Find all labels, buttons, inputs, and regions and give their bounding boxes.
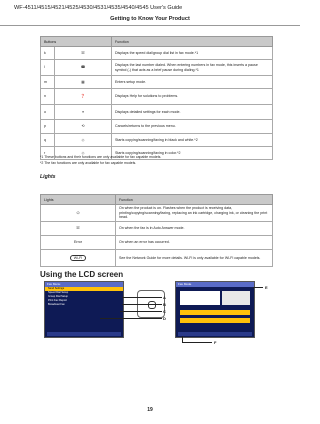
lcd-screen-fax [175, 281, 255, 338]
row-key: o [41, 104, 55, 120]
row-key: k [41, 47, 55, 60]
redial-pause-icon: ☎ [55, 60, 112, 76]
start-color-icon: ◇ [55, 147, 112, 160]
row-key: q [41, 133, 55, 146]
lcd-footer-bar [178, 332, 252, 336]
section-title: Getting to Know Your Product [110, 16, 190, 22]
lcd-menu-item: Print Fax Report [48, 299, 67, 302]
wifi-light-icon: Wi-Fi [41, 250, 116, 267]
callout-line [182, 342, 212, 343]
col-header-function: Function [112, 37, 273, 47]
fax-auto-answer-icon: ☏ [41, 222, 116, 236]
page-number: 19 [147, 407, 153, 413]
lights-heading: Lights [40, 174, 56, 180]
table-row [41, 75, 273, 88]
lcd-title: Fax Menu [45, 282, 123, 287]
table-row [41, 47, 273, 60]
col-header-buttons: Buttons [41, 37, 112, 47]
lcd-menu-item: Group Dial Setup [48, 295, 68, 298]
callout-a: A [163, 295, 166, 300]
lights-table [40, 194, 273, 267]
row-key: n [41, 89, 55, 105]
callout-f: F [214, 340, 217, 345]
buttons-table [40, 36, 273, 160]
speed-dial-icon: ☏ [55, 47, 112, 60]
row-key: r [41, 147, 55, 160]
error-light-label: Error [41, 236, 116, 250]
row-text: Starts copying/scanning/faxing in color.*2 [112, 147, 273, 160]
callout-e: E [265, 285, 268, 290]
table-row [41, 205, 273, 222]
callout-line [100, 318, 162, 319]
row-text: Displays detailed settings for each mode. [112, 104, 273, 120]
power-light-icon: ⏻ [41, 205, 116, 222]
callout-line [122, 304, 162, 305]
lcd-heading: Using the LCD screen [40, 270, 124, 279]
row-text: Starts copying/scanning/faxing in black and white.*2 [112, 133, 273, 146]
back-icon: ⟲ [55, 120, 112, 133]
callout-d: D [163, 316, 166, 321]
setup-icon: ▦ [55, 75, 112, 88]
footnote-2: *2 The fax functions are only available for fax capable models. [40, 161, 137, 165]
table-header-row [41, 195, 273, 205]
lcd-selection-bar [180, 310, 250, 315]
lcd-panel [180, 291, 220, 305]
col-header-function: Function [116, 195, 273, 205]
lcd-menu-item: Send Settings [45, 287, 123, 291]
callout-line [120, 311, 162, 312]
lcd-selection-bar [180, 318, 250, 323]
table-row [41, 222, 273, 236]
row-text: Cancels/returns to the previous menu. [112, 120, 273, 133]
row-text: On when the fax is in Auto Answer mode. [116, 222, 273, 236]
callout-b: B [163, 302, 166, 307]
table-row [41, 250, 273, 267]
callout-c: C [163, 309, 166, 314]
table-row [41, 133, 273, 146]
header-rule [0, 25, 300, 26]
details-icon: ≡ [55, 104, 112, 120]
table-row [41, 236, 273, 250]
lcd-footer-bar [47, 332, 121, 336]
table-row [41, 104, 273, 120]
ok-button-icon [148, 301, 156, 309]
row-key: l [41, 60, 55, 76]
row-text: See the Network Guide for more details. Wi-Fi is only available for Wi-Fi capable models. [116, 250, 273, 267]
row-text: On when the product is on. Flashes when the product is receiving data, printing/copying/scanning/faxing, replacing an ink cartridge, charging ink, or cleaning the print head. [116, 205, 273, 222]
row-text: Enters setup mode. [112, 75, 273, 88]
footnote-1: *1 These buttons and their functions are only available for fax capable models. [40, 155, 162, 159]
help-icon: ❓ [55, 89, 112, 105]
table-row [41, 89, 273, 105]
table-header-row [41, 37, 273, 47]
table-row [41, 60, 273, 76]
table-row [41, 120, 273, 133]
row-key: p [41, 120, 55, 133]
callout-line [122, 297, 162, 298]
lcd-menu-item: Speed Dial Setup [48, 291, 69, 294]
lcd-screen-menu [44, 281, 124, 338]
row-key: m [41, 75, 55, 88]
col-header-lights: Lights [41, 195, 116, 205]
start-bw-icon: ◇ [55, 133, 112, 146]
running-header: WF-4511/4515/4521/4525/4530/4531/4535/4540/4545 User's Guide [14, 5, 183, 11]
lcd-panel [222, 291, 250, 305]
lcd-menu-item: Broadcast Fax [48, 303, 65, 306]
callout-line [253, 287, 263, 288]
row-text: Displays the speed dial/group dial list in fax mode.*1 [112, 47, 273, 60]
row-text: Displays the last number dialed. When entering numbers in fax mode, this inserts a pause symbol (-) that acts as a brief pause during dialing.*1 [112, 60, 273, 76]
lcd-title: Fax Mode [176, 282, 254, 287]
row-text: Displays Help for solutions to problems. [112, 89, 273, 105]
row-text: On when an error has occurred. [116, 236, 273, 250]
